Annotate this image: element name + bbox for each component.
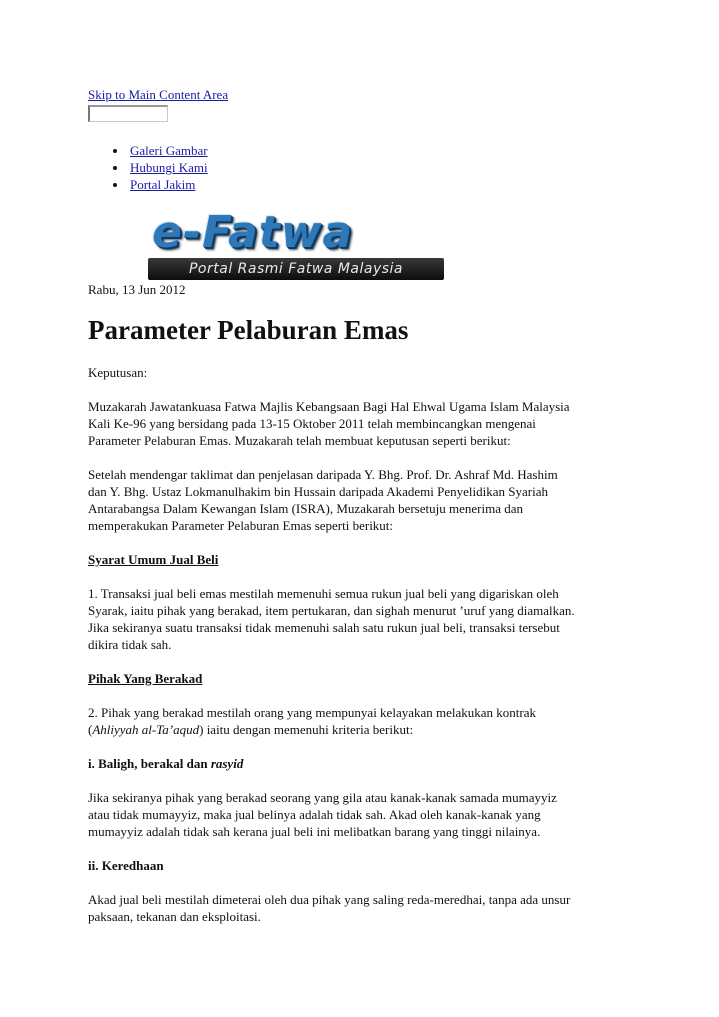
article-body — [88, 364, 636, 942]
decision-label: Keputusan: — [88, 365, 148, 380]
search-input[interactable] — [88, 105, 168, 122]
text-line: Setelah mendengar taklimat dan penjelasan daripada Y. Bhg. Prof. Dr. Ashraf Md. Hashim — [88, 467, 558, 482]
subheading-baligh — [88, 755, 636, 772]
term-ahliyyah: Ahliyyah al-Ta’aqud — [92, 722, 200, 737]
text-line: Parameter Pelaburan Emas. Muzakarah telah membuat keputusan seperti berikut: — [88, 433, 511, 448]
text-fragment: ) iaitu dengan memenuhi kriteria berikut: — [199, 722, 414, 737]
paragraph-intro — [88, 398, 636, 449]
nav-link-galeri-gambar[interactable]: Galeri Gambar — [130, 143, 208, 158]
text-line: Jika sekiranya pihak yang berakad seorang yang gila atau kanak-kanak samada mumayyiz — [88, 790, 557, 805]
text-line: dikira tidak sah. — [88, 637, 172, 652]
nav-link-hubungi-kami[interactable]: Hubungi Kami — [130, 160, 208, 175]
text-line: Antarabangsa Dalam Kewangan Islam (ISRA), Muzakarah bersetuju menerima dan — [88, 501, 523, 516]
text-line: memperakukan Parameter Pelaburan Emas seperti berikut: — [88, 518, 394, 533]
text-line: mumayyiz adalah tidak sah kerana jual beli ini melibatkan barang yang tinggi nilainya. — [88, 824, 541, 839]
page-title: Parameter Pelaburan Emas — [88, 315, 409, 345]
text-fragment: ( — [88, 722, 93, 737]
nav-item-hubungi-kami — [88, 159, 208, 176]
section-heading-pihak-berakad: Pihak Yang Berakad — [88, 671, 203, 686]
paragraph-keredhaan — [88, 891, 636, 925]
text-line: dan Y. Bhg. Ustaz Lokmanulhakim bin Hussain daripada Akademi Penyelidikan Syariah — [88, 484, 548, 499]
text-line: Jika sekiranya suatu transaksi tidak memenuhi salah satu rukun jual beli, transaksi tersebut — [88, 620, 560, 635]
nav-item-galeri-gambar — [88, 142, 208, 159]
subheading-keredhaan: ii. Keredhaan — [88, 858, 164, 873]
nav-link-portal-jakim[interactable]: Portal Jakim — [130, 177, 196, 192]
skip-to-content-link[interactable]: Skip to Main Content Area — [88, 87, 229, 102]
text-line: Kali Ke-96 yang bersidang pada 13-15 Oktober 2011 telah membincangkan mengenai — [88, 416, 536, 431]
subheading-text: i. Baligh, berakal dan — [88, 756, 211, 771]
text-line: Syarak, iaitu pihak yang berakad, item pertukaran, dan sighah menurut ’uruf yang diamalkan. — [88, 603, 575, 618]
efatwa-logo[interactable] — [148, 208, 448, 280]
paragraph-point-2 — [88, 704, 636, 738]
publish-date: Rabu, 13 Jun 2012 — [88, 282, 186, 297]
paragraph-point-1 — [88, 585, 636, 653]
term-rasyid: rasyid — [210, 756, 244, 771]
paragraph-baligh — [88, 789, 636, 840]
logo-title: e-Fatwa — [152, 207, 354, 258]
text-line: 1. Transaksi jual beli emas mestilah memenuhi semua rukun jual beli yang digariskan oleh — [88, 586, 559, 601]
paragraph-briefing — [88, 466, 636, 534]
text-line: paksaan, tekanan dan eksploitasi. — [88, 909, 261, 924]
text-line: atau tidak mumayyiz, maka jual belinya adalah tidak sah. Akad oleh kanak-kanak yang — [88, 807, 541, 822]
text-line: Muzakarah Jawatankuasa Fatwa Majlis Kebangsaan Bagi Hal Ehwal Ugama Islam Malaysia — [88, 399, 570, 414]
section-heading-syarat-umum: Syarat Umum Jual Beli — [88, 552, 219, 567]
text-line: 2. Pihak yang berakad mestilah orang yang mempunyai kelayakan melakukan kontrak — [88, 705, 536, 720]
text-line: Akad jual beli mestilah dimeterai oleh dua pihak yang saling reda-meredhai, tanpa ada unsur — [88, 892, 571, 907]
logo-banner — [148, 258, 444, 280]
nav-list — [88, 142, 208, 193]
logo-subtitle: Portal Rasmi Fatwa Malaysia — [188, 261, 404, 277]
nav-item-portal-jakim — [88, 176, 208, 193]
